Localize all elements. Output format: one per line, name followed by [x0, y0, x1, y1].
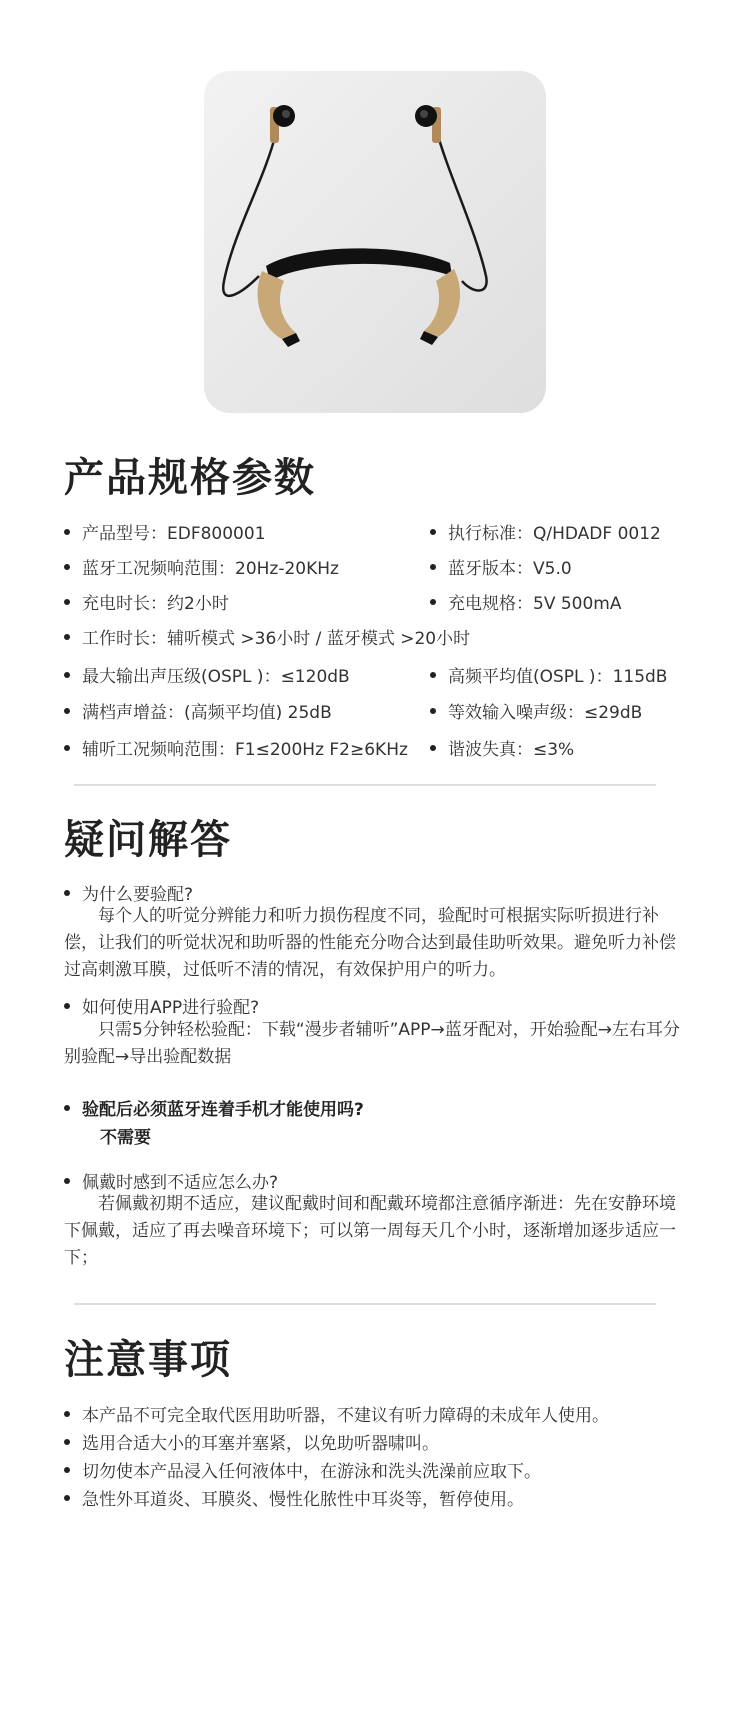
- note-item: 本产品不可完全取代医用助听器，不建议有听力障碍的未成年人使用。: [64, 1401, 609, 1426]
- faq-answer: 不需要: [100, 1128, 151, 1148]
- note-item: 急性外耳道炎、耳膜炎、慢性化脓性中耳炎等，暂停使用。: [64, 1485, 524, 1510]
- section-divider: [74, 784, 656, 786]
- spec-item: 工作时长：辅听模式 >36小时 / 蓝牙模式 >20小时: [64, 624, 470, 649]
- spec-item: 执行标准：Q/HDADF 0012: [430, 519, 661, 544]
- bullet-icon: [64, 1105, 70, 1111]
- bullet-icon: [64, 1411, 70, 1417]
- spec-item: 最大输出声压级(OSPL )：≤120dB: [64, 662, 350, 687]
- bullet-icon: [64, 564, 70, 570]
- faq-question: 如何使用APP进行验配?: [64, 993, 259, 1018]
- bullet-icon: [64, 890, 70, 896]
- bullet-icon: [64, 1439, 70, 1445]
- section-divider: [74, 1303, 656, 1305]
- bullet-icon: [64, 1003, 70, 1009]
- bullet-icon: [64, 1495, 70, 1501]
- bullet-icon: [430, 529, 436, 535]
- faq-question: 验配后必须蓝牙连着手机才能使用吗?: [64, 1095, 364, 1120]
- bullet-icon: [430, 672, 436, 678]
- neckband-earphones-illustration: [204, 71, 546, 413]
- product-image: [204, 71, 546, 413]
- bullet-icon: [64, 1178, 70, 1184]
- spec-item: 满档声增益：(高频平均值) 25dB: [64, 698, 332, 723]
- faq-title: 疑问解答: [64, 817, 232, 863]
- spec-item: 蓝牙工况频响范围：20Hz-20KHz: [64, 554, 339, 579]
- bullet-icon: [430, 708, 436, 714]
- faq-answer: 每个人的听觉分辨能力和听力损伤程度不同，验配时可根据实际听损进行补偿，让我们的听觉状况和助听器的性能充分吻合达到最佳助听效果。避免听力补偿过高刺激耳膜，过低听不清的情况，有效保护用户的听力。: [64, 906, 676, 980]
- left-earbud: [270, 105, 295, 143]
- faq-answer: 若佩戴初期不适应，建议配戴时间和配戴环境都注意循序渐进：先在安静环境下佩戴，适应了再去噪音环境下；可以第一周每天几个小时，逐渐增加逐步适应一下；: [64, 1194, 676, 1268]
- spec-item: 蓝牙版本：V5.0: [430, 554, 572, 579]
- note-item: 选用合适大小的耳塞并塞紧，以免助听器啸叫。: [64, 1429, 439, 1454]
- bullet-icon: [64, 708, 70, 714]
- note-item: 切勿使本产品浸入任何液体中，在游泳和洗头洗澡前应取下。: [64, 1457, 541, 1482]
- notes-title: 注意事项: [64, 1337, 232, 1383]
- bullet-icon: [64, 634, 70, 640]
- spec-item: 充电规格：5V 500mA: [430, 589, 622, 614]
- bullet-icon: [430, 564, 436, 570]
- bullet-icon: [64, 1467, 70, 1473]
- bullet-icon: [64, 745, 70, 751]
- spec-item: 辅听工况频响范围：F1≤200Hz F2≥6KHz: [64, 735, 408, 760]
- spec-item: 高频平均值(OSPL )：115dB: [430, 662, 667, 687]
- right-earbud: [415, 105, 441, 143]
- bullet-icon: [430, 599, 436, 605]
- bullet-icon: [64, 599, 70, 605]
- bullet-icon: [64, 529, 70, 535]
- spec-item: 等效输入噪声级：≤29dB: [430, 698, 642, 723]
- specs-title: 产品规格参数: [64, 455, 316, 501]
- neckband: [258, 248, 461, 347]
- spec-item: 谐波失真：≤3%: [430, 735, 574, 760]
- spec-item: 充电时长：约2小时: [64, 589, 229, 614]
- faq-question: 佩戴时感到不适应怎么办?: [64, 1168, 278, 1193]
- bullet-icon: [64, 672, 70, 678]
- bullet-icon: [430, 745, 436, 751]
- spec-item: 产品型号：EDF800001: [64, 519, 266, 544]
- faq-question: 为什么要验配?: [64, 880, 193, 905]
- faq-answer: 只需5分钟轻松验配：下载“漫步者辅听”APP→蓝牙配对，开始验配→左右耳分别验配→导出验配数据: [64, 1020, 681, 1067]
